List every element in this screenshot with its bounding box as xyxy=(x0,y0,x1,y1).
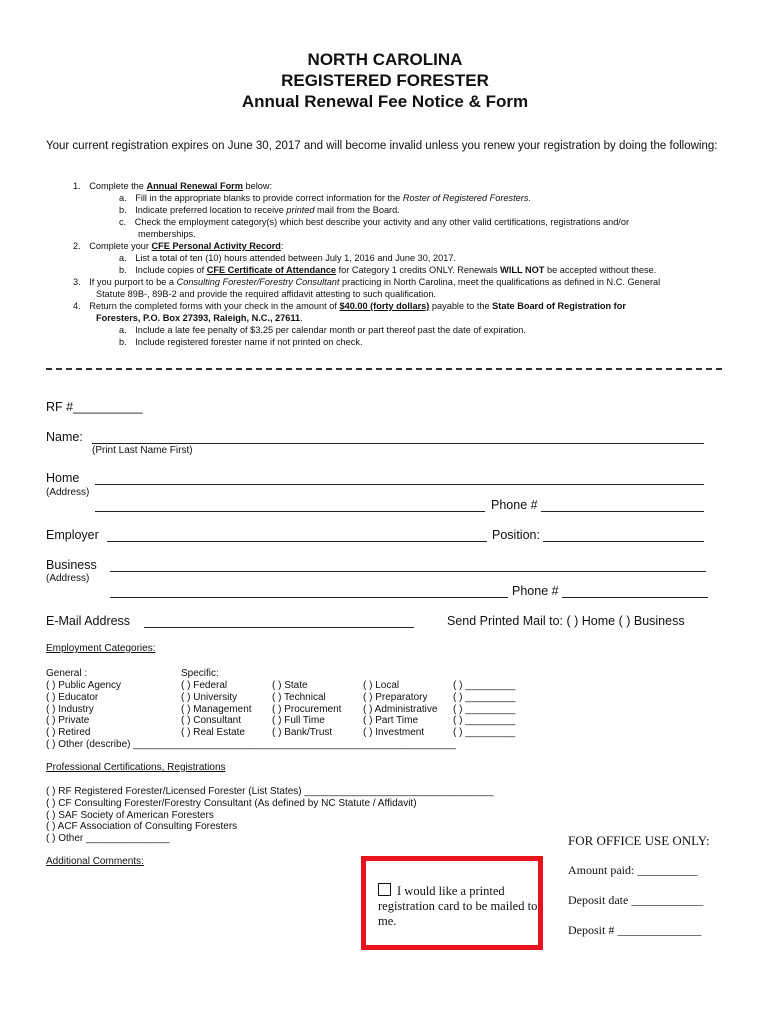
step-3-italic: Consulting Forester/Forestry Consultant xyxy=(176,277,340,287)
specific-column-3 xyxy=(363,680,437,739)
certification-option[interactable]: ( ) ACF Association of Consulting Foresters xyxy=(46,821,238,833)
step-2b-bold: WILL NOT xyxy=(500,265,545,275)
home-phone-label: Phone # xyxy=(491,498,538,512)
certifications-heading: Professional Certifications, Registrations xyxy=(46,762,226,773)
office-use-heading: FOR OFFICE USE ONLY: xyxy=(568,833,710,848)
step-2-text: Complete your xyxy=(89,241,152,251)
printed-card-request-box xyxy=(361,856,543,950)
step-1-number: 1. xyxy=(73,181,81,191)
business-phone-line[interactable] xyxy=(562,597,708,598)
step-3-text: If you purport to be a xyxy=(89,277,177,287)
step-1a-letter: a. xyxy=(119,193,127,203)
step-1b-italic: printed xyxy=(286,205,315,215)
specific-option[interactable]: ( ) Investment xyxy=(363,727,425,739)
email-label: E-Mail Address xyxy=(46,614,131,628)
general-option[interactable]: ( ) Retired xyxy=(46,727,91,739)
general-heading: General : xyxy=(46,668,88,679)
certification-option[interactable]: ( ) Other _______________ xyxy=(46,833,170,845)
name-label: Name: xyxy=(46,430,83,444)
step-1-text-end: below: xyxy=(242,181,273,191)
specific-option[interactable]: ( ) Part Time xyxy=(363,715,419,727)
home-address-line-1[interactable] xyxy=(95,484,704,485)
step-2a-text: List a total of ten (10) hours attended between July 1, 2016 and June 30, 2017. xyxy=(135,253,457,263)
title-line-2: REGISTERED FORESTER xyxy=(281,71,489,90)
specific-column-1 xyxy=(181,680,252,739)
specific-option-blank[interactable]: ( ) _________ xyxy=(453,703,516,715)
business-address-line-1[interactable] xyxy=(110,571,706,572)
board-address: Foresters, P.O. Box 27393, Raleigh, N.C., 27611 xyxy=(96,313,301,323)
specific-option[interactable]: ( ) Real Estate xyxy=(181,727,245,739)
employment-categories-heading: Employment Categories: xyxy=(46,643,156,654)
step-4-text-mid: payable to the xyxy=(429,301,493,311)
step-2-text-end: : xyxy=(280,241,284,251)
general-option[interactable]: ( ) Industry xyxy=(46,703,94,715)
general-option-other[interactable]: ( ) Other (describe) __________________________________________________________ xyxy=(46,738,456,750)
step-4-text: Return the completed forms with your check in the amount of xyxy=(89,301,340,311)
board-name: State Board of Registration for xyxy=(492,301,626,311)
specific-option-blank[interactable]: ( ) _________ xyxy=(453,680,516,691)
step-1b-text-end: mail from the Board. xyxy=(314,205,400,215)
step-2b-text: Include copies of xyxy=(135,265,207,275)
name-hint: (Print Last Name First) xyxy=(92,445,193,456)
annual-renewal-form-link: Annual Renewal Form xyxy=(146,181,243,191)
specific-option[interactable]: ( ) State xyxy=(272,680,308,691)
specific-option[interactable]: ( ) Local xyxy=(363,680,400,691)
home-address-line-2[interactable] xyxy=(95,511,485,512)
deposit-number-field[interactable]: Deposit # ______________ xyxy=(568,923,702,937)
step-3-text-2: Statute 89B-, 89B-2 and provide the required affidavit attesting to such qualification. xyxy=(96,289,436,299)
general-option[interactable]: ( ) Educator xyxy=(46,691,99,703)
deposit-date-field[interactable]: Deposit date ____________ xyxy=(568,893,704,907)
general-option[interactable]: ( ) Public Agency xyxy=(46,680,122,691)
specific-option[interactable]: ( ) Technical xyxy=(272,691,326,703)
title-line-1: NORTH CAROLINA xyxy=(307,50,463,69)
additional-comments-heading: Additional Comments: xyxy=(46,856,144,867)
step-1a-text: Fill in the appropriate blanks to provide correct information for the xyxy=(135,193,403,203)
step-2a-letter: a. xyxy=(119,253,127,263)
specific-option[interactable]: ( ) Consultant xyxy=(181,715,242,727)
step-1c-letter: c. xyxy=(119,217,127,227)
specific-option[interactable]: ( ) University xyxy=(181,691,238,703)
step-2b-text-mid: for Category 1 credits ONLY. Renewals xyxy=(336,265,501,275)
step-3-text-end: practicing in North Carolina, meet the qualifications as defined in N.C. General xyxy=(339,277,661,287)
specific-option[interactable]: ( ) Bank/Trust xyxy=(272,727,333,739)
specific-option[interactable]: ( ) Administrative xyxy=(363,703,438,715)
specific-option[interactable]: ( ) Procurement xyxy=(272,703,342,715)
rf-number-field[interactable]: RF #__________ xyxy=(46,400,143,414)
step-1c-text: Check the employment category(s) which best describe your activity and any other valid certifications, registrations and/or xyxy=(134,217,630,227)
step-1a-italic: Roster of Registered Foresters. xyxy=(402,193,531,203)
home-label: Home xyxy=(46,471,80,485)
certifications-list xyxy=(46,786,494,845)
step-2b-letter: b. xyxy=(119,265,127,275)
step-4a-letter: a. xyxy=(119,325,127,335)
business-address-line-2[interactable] xyxy=(110,597,508,598)
step-2b-text-end: be accepted without these. xyxy=(544,265,657,275)
board-address-dot: . xyxy=(300,313,303,323)
certification-option[interactable]: ( ) SAF Society of American Foresters xyxy=(46,809,214,821)
specific-option-blank[interactable]: ( ) _________ xyxy=(453,691,516,703)
specific-option[interactable]: ( ) Preparatory xyxy=(363,691,428,703)
title-line-3: Annual Renewal Fee Notice & Form xyxy=(241,92,529,111)
business-label: Business xyxy=(46,558,97,572)
step-1-text: Complete the xyxy=(89,181,147,191)
step-4b-letter: b. xyxy=(119,337,127,347)
specific-column-2 xyxy=(272,680,341,739)
printed-card-request xyxy=(378,883,538,929)
business-phone-label: Phone # xyxy=(512,584,559,598)
cfe-certificate-link: CFE Certificate of Attendance xyxy=(206,265,337,275)
specific-option[interactable]: ( ) Management xyxy=(181,703,252,715)
certification-option[interactable]: ( ) RF Registered Forester/Licensed Forester (List States) __________________________________ xyxy=(46,786,494,797)
step-1b-text: Indicate preferred location to receive xyxy=(135,205,287,215)
employer-input-line[interactable] xyxy=(107,541,487,542)
cfe-activity-record-link: CFE Personal Activity Record xyxy=(151,241,281,251)
step-1b-letter: b. xyxy=(119,205,127,215)
specific-heading: Specific: xyxy=(181,668,219,679)
step-4b-text: Include registered forester name if not printed on check. xyxy=(135,337,363,347)
step-4-number: 4. xyxy=(73,301,81,311)
cut-line-divider xyxy=(46,368,722,370)
employer-label: Employer xyxy=(46,528,99,542)
specific-option-blank[interactable]: ( ) _________ xyxy=(453,727,516,739)
fee-amount: $40.00 (forty dollars) xyxy=(339,301,430,311)
general-option[interactable]: ( ) Private xyxy=(46,715,90,727)
step-1c-text-2: memberships. xyxy=(138,229,196,239)
specific-option-blank[interactable]: ( ) _________ xyxy=(453,715,516,727)
printed-card-checkbox[interactable] xyxy=(378,883,391,896)
position-input-line[interactable] xyxy=(543,541,704,542)
specific-option[interactable]: ( ) Full Time xyxy=(272,715,325,727)
email-input-line[interactable] xyxy=(144,627,414,628)
printed-card-request-text: I would like a printed registration card to be mailed to me. xyxy=(378,884,538,928)
business-address-hint: (Address) xyxy=(46,573,90,584)
home-address-hint: (Address) xyxy=(46,487,90,498)
certification-option[interactable]: ( ) CF Consulting Forester/Forestry Consultant (As defined by NC Statute / Affidavit) xyxy=(46,797,417,809)
intro-paragraph: Your current registration expires on June 30, 2017 and will become invalid unless you renew your registration by doing the following: xyxy=(46,140,718,152)
specific-column-4 xyxy=(453,680,515,739)
position-label: Position: xyxy=(492,528,540,542)
specific-option[interactable]: ( ) Federal xyxy=(181,680,228,691)
step-4a-text: Include a late fee penalty of $3.25 per calendar month or part thereof past the date of expiration. xyxy=(135,325,526,335)
name-input-line[interactable] xyxy=(92,443,704,444)
amount-paid-field[interactable]: Amount paid: __________ xyxy=(568,863,698,877)
step-2-number: 2. xyxy=(73,241,81,251)
office-use-panel xyxy=(554,826,724,946)
send-printed-mail-option[interactable]: Send Printed Mail to: ( ) Home ( ) Business xyxy=(447,614,685,628)
home-phone-line[interactable] xyxy=(541,511,704,512)
step-3-number: 3. xyxy=(73,277,81,287)
